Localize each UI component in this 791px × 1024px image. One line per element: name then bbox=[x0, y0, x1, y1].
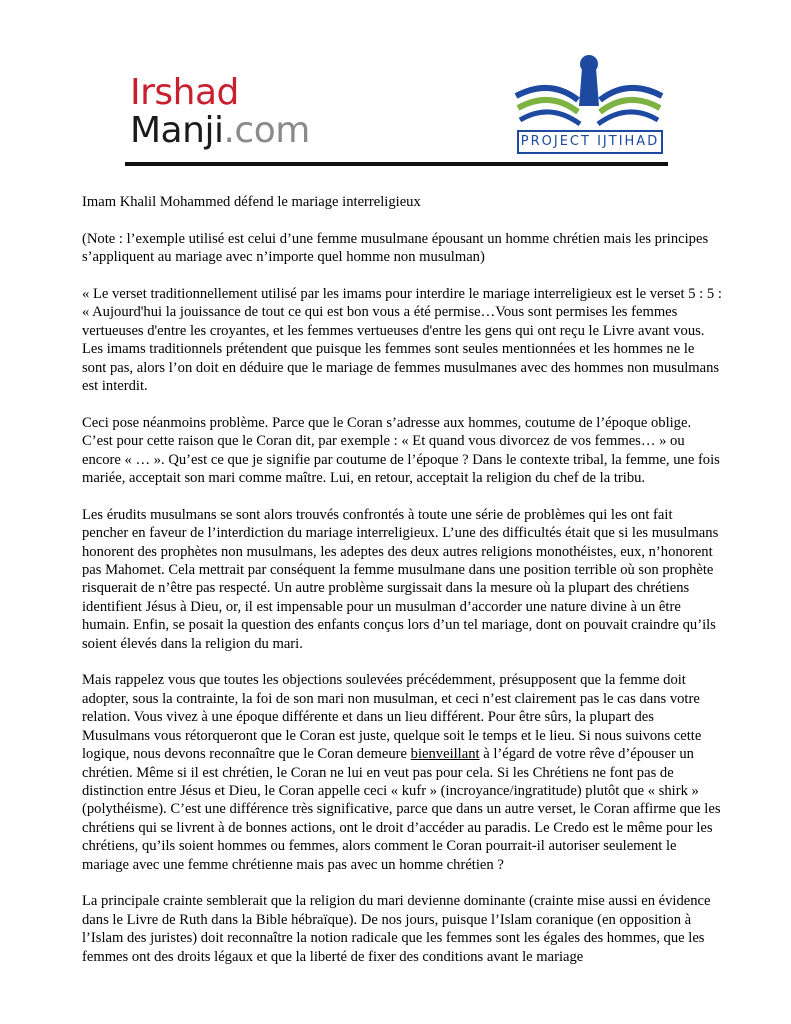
bienveillant-link[interactable]: bienveillant bbox=[410, 746, 480, 763]
header-divider bbox=[125, 162, 668, 166]
document-title: Imam Khalil Mohammed défend le mariage interreligieux bbox=[82, 194, 421, 210]
paragraph-4 bbox=[82, 671, 722, 873]
brand-name: Manji bbox=[130, 110, 224, 151]
paragraph-3: Les érudits musulmans se sont alors trouvés confrontés à toute une série de problèmes qui les ont fait pencher en faveur de l’interdiction du mariage interreligieux. L’une des difficultés était que si les musulmans honorent des prophètes non musulmans, les adeptes des deux autres religions monothéistes, eux, n’honorent pas Mahomet. Cela mettrait par conséquent la femme musulmane dans une position terrible où son prophète risquerait de n’être pas respecté. Un autre problème surgissait dans la mesure où la plupart des chrétiens identifient Jésus à Dieu, or, il est impensable pour un musulman d’accorder une nature divine à un être humain. Enfin, se posait la question des enfants conçus lors d’un tel mariage, dont on pouvait craindre qu’ils soient élevés dans la religion du mari. bbox=[82, 506, 719, 652]
irshad-manji-logo bbox=[130, 74, 350, 150]
note-paragraph: (Note : l’exemple utilisé est celui d’une femme musulmane épousant un homme chrétien mais les principes s’appliquent au mariage avec n’importe quel homme non musulman) bbox=[82, 230, 709, 266]
brand-line-2 bbox=[130, 112, 350, 150]
brand-line-1: Irshad bbox=[130, 72, 239, 113]
paragraph-1: « Le verset traditionnellement utilisé par les imams pour interdire le mariage interreligieux est le verset 5 : 5 : « Aujourd'hui la jouissance de tout ce qui est bon vous a été permise…Vous sont permises les femmes vertueuses d'entre les croyantes, et les femmes vertueuses d'entre les gens qui ont reçu le Livre avant vous. Les imams traditionnels prétendent que puisque les femmes sont seules mentionnées et les hommes ne le sont pas, alors l’on doit en déduire que le mariage de femmes musulmanes avec des hommes non musulmans est interdit. bbox=[82, 286, 722, 395]
paragraph-4-part-1: Mais rappelez vous que toutes les objections soulevées précédemment, présupposent que la femme doit adopter, sous la contrainte, la foi de son mari non musulman, et ceci n’est clairement pas le cas dans votre relation. Vous vivez à une époque différente et dans un lieu différent. Pour être sûrs, la plupart des Musulmans vous rétorqueront que le Coran est juste, quelque soit le temps et le lieu. Si nous suivons cette logique, nous devons reconnaître que le Coran demeure bbox=[82, 672, 702, 763]
document-body bbox=[82, 193, 722, 984]
paragraph-5: La principale crainte semblerait que la religion du mari devienne dominante (crainte mise aussi en évidence dans le Livre de Ruth dans la Bible hébraïque). De nos jours, puisque l’Islam coranique (en opposition à l’Islam des juristes) doit reconnaître la notion radicale que les femmes sont les égales des hommes, que les femmes ont des droits légaux et que la liberté de fixer des conditions avant le mariage bbox=[82, 893, 711, 965]
project-ijtihad-caption: PROJECT IJTIHAD bbox=[517, 130, 663, 154]
paragraph-2: Ceci pose néanmoins problème. Parce que le Coran s’adresse aux hommes, coutume de l’époque oblige. C’est pour cette raison que le Coran dit, par exemple : « Et quand vous divorcez de vos femmes… » ou encore « … ». Qu’est ce que je signifie par coutume de l’époque ? Dans le contexte tribal, la femme, une fois mariée, acceptait son mari comme maître. Lui, en retour, acceptait la religion du chef de la tribu. bbox=[82, 414, 720, 487]
brand-domain-ext: .com bbox=[223, 110, 310, 151]
paragraph-4-part-2: à l’égard de votre rêve d’épouser un chrétien. Même si il est chrétien, le Coran ne lui en veut pas pour cela. Si les Chrétiens ne font pas de distinction entre Jésus et Dieu, le Coran appelle ceci « kufr » (incroyance/ingratitude) plutôt que « shirk » (polythéisme). C’est une différence très significative, parce que dans un autre verset, le Coran affirme que les chrétiens qui se livrent à de bonnes actions, ont le droit d’accéder au paradis. Le Credo est le même pour les chrétiens, qu’ils soient hommes ou femmes, alors comment le Coran pourrait-il autoriser seulement le mariage avec une femme chrétienne mais pas avec un homme chrétien ? bbox=[82, 746, 721, 873]
